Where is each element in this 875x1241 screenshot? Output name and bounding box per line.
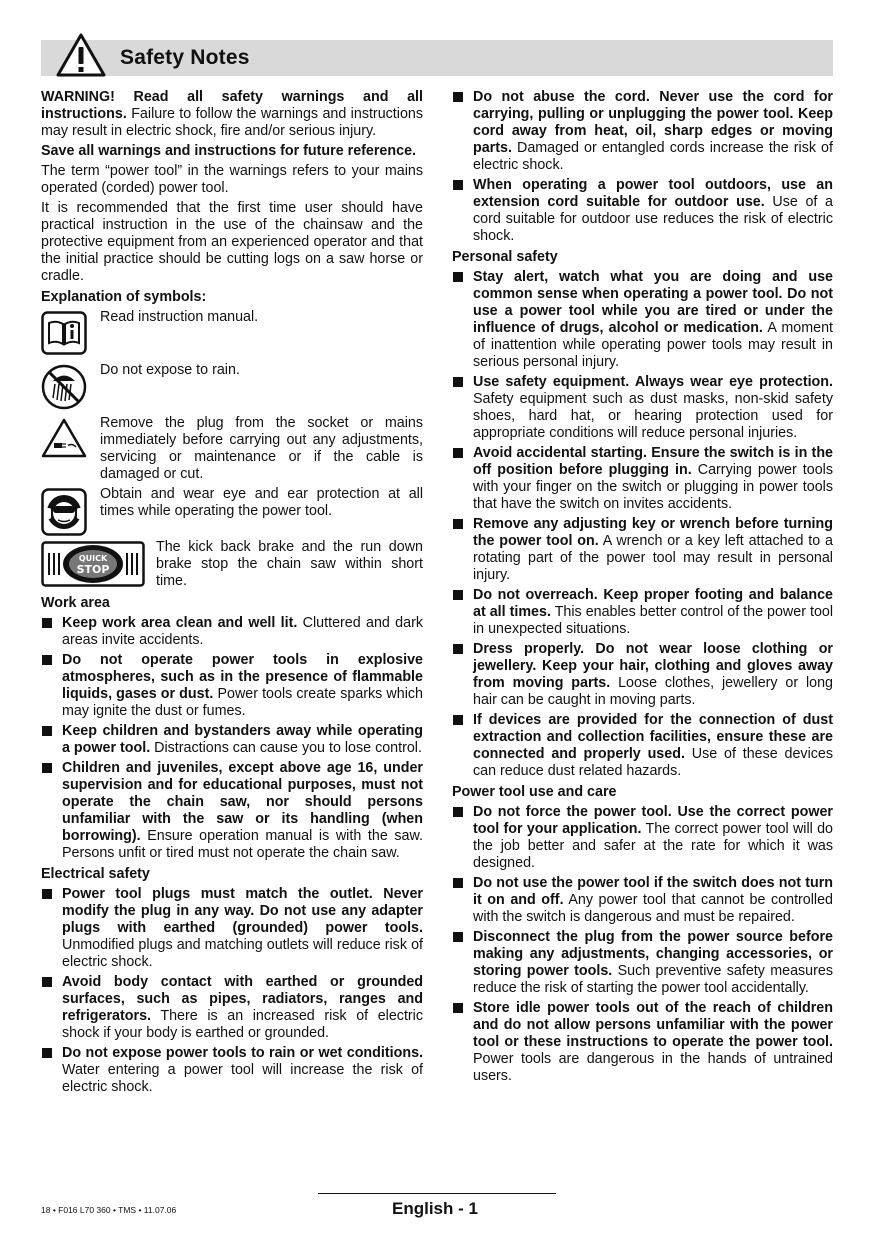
- stop-label: STOP: [76, 563, 110, 576]
- footer-divider: [318, 1193, 556, 1194]
- list-item: Do not overreach. Keep proper footing and balance at all times. This enables better control of the power tool in unexpected situations.: [452, 587, 833, 638]
- symbol-row: [41, 486, 423, 536]
- symbol-text: Remove the plug from the socket or mains immediately before carrying out any adjustments, servicing or maintenance or if the cable is damaged or cut.: [100, 415, 423, 482]
- electrical-heading: Electrical safety: [41, 866, 150, 882]
- list-item: Disconnect the plug from the power source before making any adjustments, changing accessories, or storing power tools. Such preventive safety measures reduce the risk of starting the power tool accidentally.: [452, 929, 833, 997]
- list-item: Use safety equipment. Always wear eye protection. Safety equipment such as dust masks, non-skid safety shoes, hard hat, or hearing protection used for appropriate conditions will reduce personal injuries.: [452, 374, 833, 442]
- save-instructions: Save all warnings and instructions for future reference.: [41, 143, 416, 159]
- list-item: Do not use the power tool if the switch does not turn it on and off. Any power tool that cannot be controlled with the switch is dangerous and must be repaired.: [452, 875, 833, 926]
- cord-list: [452, 89, 833, 245]
- list-item: Remove any adjusting key or wrench before turning the power tool on. A wrench or a key left attached to a rotating part of the power tool may result in personal injury.: [452, 516, 833, 584]
- list-item: Do not abuse the cord. Never use the cord for carrying, pulling or unplugging the power tool. Keep cord away from heat, oil, sharp edges or moving parts. Damaged or entangled cords increase the risk of electric shock.: [452, 89, 833, 174]
- warning-paragraph: [41, 89, 423, 140]
- recommend-paragraph: It is recommended that the first time user should have practical instruction in the use of the chainsaw and the protective equipment from an experienced operator and that the initial practice should be cutting logs on a saw horse or cradle.: [41, 200, 423, 284]
- eye-ear-protection-icon: [41, 486, 100, 536]
- list-item: Do not operate power tools in explosive atmospheres, such as in the presence of flammable liquids, gases or dust. Power tools create sparks which may ignite the dust or fumes.: [41, 652, 423, 720]
- list-item: Keep work area clean and well lit. Cluttered and dark areas invite accidents.: [41, 615, 423, 649]
- list-item: Avoid body contact with earthed or grounded surfaces, such as pipes, radiators, ranges and refrigerators. There is an increased risk of electric shock if your body is earthed or grounded.: [41, 974, 423, 1042]
- list-item: Keep children and bystanders away while operating a power tool. Distractions can cause you to lose control.: [41, 723, 423, 757]
- personal-safety-list: [452, 269, 833, 780]
- manual-icon: [41, 309, 100, 359]
- list-item: Children and juveniles, except above age 16, under supervision and for educational purposes, must not operate the chain saw, nor should persons unfamiliar with the saw or its handling (when borrowing). Ensure operation manual is with the saw. Persons unfit or tired must not operate the chain saw.: [41, 760, 423, 862]
- work-area-list: [41, 615, 423, 862]
- quick-stop-icon: [41, 539, 156, 591]
- symbol-row: [41, 362, 423, 412]
- symbol-text: Obtain and wear eye and ear protection at all times while operating the power tool.: [100, 486, 423, 519]
- use-care-heading: Power tool use and care: [452, 784, 617, 800]
- warning-triangle-icon: [55, 32, 107, 78]
- symbol-row: [41, 415, 423, 483]
- symbol-text: Read instruction manual.: [100, 309, 259, 325]
- work-area-heading: Work area: [41, 595, 110, 611]
- save-paragraph: [41, 143, 423, 160]
- left-column: [41, 89, 423, 1099]
- symbol-row: [41, 309, 423, 359]
- list-item: Dress properly. Do not wear loose clothing or jewellery. Keep your hair, clothing and gloves away from moving parts. Loose clothes, jewellery or long hair can be caught in moving parts.: [452, 641, 833, 709]
- document-code: 18 • F016 L70 360 • TMS • 11.07.06: [41, 1205, 177, 1215]
- list-item: Power tool plugs must match the outlet. Never modify the plug in any way. Do not use any adapter plugs with earthed (grounded) power tools. Unmodified plugs and matching outlets will reduce risk of electric shock.: [41, 886, 423, 971]
- no-rain-icon: [41, 362, 100, 412]
- symbol-row: [41, 539, 423, 591]
- term-paragraph: The term “power tool” in the warnings refers to your mains operated (corded) power tool.: [41, 163, 423, 196]
- section-header: [41, 40, 833, 76]
- personal-safety-heading: Personal safety: [452, 249, 558, 265]
- list-item: Do not force the power tool. Use the correct power tool for your application. The correct power tool will do the job better and safer at the rate for which it was designed.: [452, 804, 833, 872]
- list-item: Stay alert, watch what you are doing and use common sense when operating a power tool. Do not use a power tool while you are tired or under the influence of drugs, alcohol or medication. A moment of inattention while operating power tools may result in serious personal injury.: [452, 269, 833, 371]
- list-item: Avoid accidental starting. Ensure the switch is in the off position before plugging in. Carrying power tools with your finger on the switch or plugging in power tools that have the switch on invites accidents.: [452, 445, 833, 513]
- page-number: English - 1: [392, 1199, 478, 1218]
- list-item: Do not expose power tools to rain or wet conditions. Water entering a power tool will increase the risk of electric shock.: [41, 1045, 423, 1096]
- unplug-warning-icon: [41, 415, 100, 465]
- use-care-list: [452, 804, 833, 1085]
- symbol-text: The kick back brake and the run down brake stop the chain saw within short time.: [156, 539, 423, 589]
- symbols-heading: Explanation of symbols:: [41, 289, 207, 305]
- symbol-text: Do not expose to rain.: [100, 362, 240, 378]
- list-item: If devices are provided for the connection of dust extraction and collection facilities, ensure these are connected and properly used. Use of these devices can reduce dust related hazards.: [452, 712, 833, 780]
- warning-text: Failure to follow the warnings and instructions may result in electric shock, fire and/or serious injury.: [41, 106, 423, 139]
- warning-heading: WARNING! Read all safety warnings and all instructions.: [41, 89, 423, 122]
- electrical-list: [41, 886, 423, 1096]
- quick-label: QUICK: [78, 554, 108, 563]
- right-column: [452, 89, 833, 1088]
- page-title: Safety Notes: [120, 46, 250, 69]
- list-item: Store idle power tools out of the reach of children and do not allow persons unfamiliar with the power tool or these instructions to operate the power tool. Power tools are dangerous in the hands of untrained users.: [452, 1000, 833, 1085]
- list-item: When operating a power tool outdoors, use an extension cord suitable for outdoor use. Use of a cord suitable for outdoor use reduces the risk of electric shock.: [452, 177, 833, 245]
